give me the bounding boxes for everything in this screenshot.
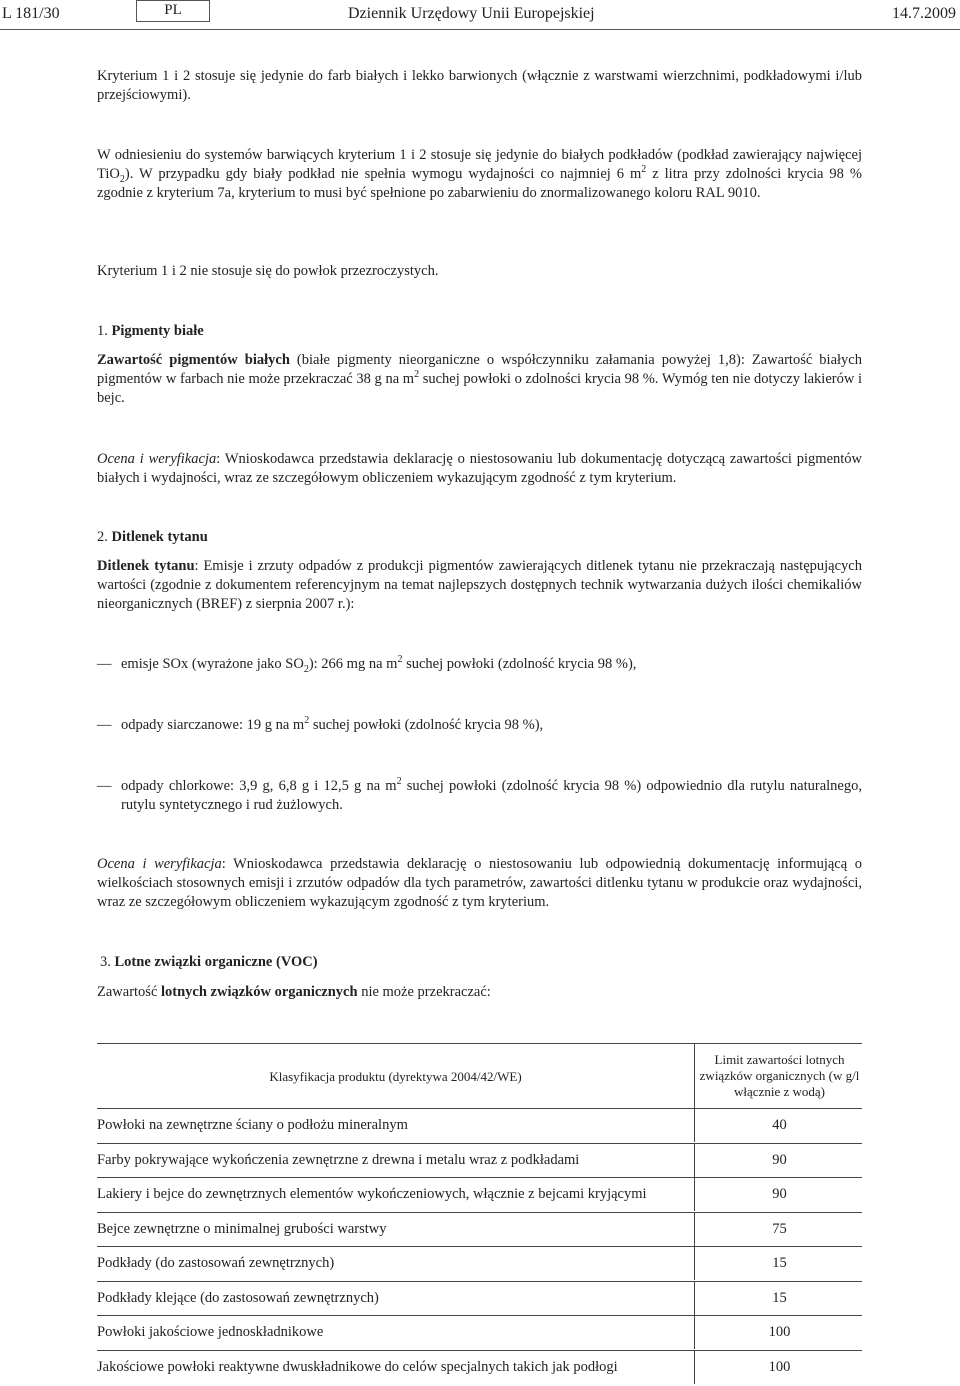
header-rule [0,29,960,30]
section-1-body: Zawartość pigmentów białych (białe pigmenty nieorganiczne o współczynniku załamania powyżej 1,8): Zawartość białych pigmentów w farbach nie może przekraczać 38 g na $m^2$ suchej powłoki o zdolności krycia 98 %. Wymóg ten nie dotyczy lakierów i bejc. [97,352,862,406]
product-classification: Podkłady (do zastosowań zewnętrznych) [97,1255,335,1271]
table-row [97,1177,862,1211]
page-reference: L 181/30 [2,5,60,22]
document-page: L 181/30 PL Dziennik Urzędowy Unii Europejskiej 14.7.2009 Kryterium 1 i 2 stosuje się jedynie do farb białych i lekko barwionych (włącznie z warstwami wierzchnimi, podkładowymi i/lub przejściowymi). W odniesieniu do systemów barwiących kryterium 1 i 2 stosuje się jedynie do białych podkładów (podkład zawierający najwięcej TiO$_2$). W przypadku gdy biały podkład nie spełnia wymogu wydajności co najmniej 6 $m^2$ z litra przy zdolności krycia 98 % zgodnie z kryterium 7a, kryterium to musi być spełnione po zabarwieniu do znormalizowanego koloru RAL 9010. Kryterium 1 i 2 nie stosuje się do powłok przezroczystych. 1. Pigmenty białe Zawartość pigmentów białych (białe pigmenty nieorganiczne o współczynniku załamania powyżej 1,8): Zawartość białych pigmentów w farbach nie może przekraczać 38 g na $m^2$ suchej powłoki o zdolności krycia 98 %. Wymóg ten nie dotyczy lakierów i bejc. Ocena i weryfikacja: Wnioskodawca przedstawia deklarację o niestosowaniu lub dokumentację dotyczącą zawartości pigmentów białych i wydajności, wraz ze szczegółowym obliczeniem wykazującym zgodność z tym kryterium. 2. Ditlenek tytanu Ditlenek tytanu: Emisje i zrzuty odpadów z produkcji pigmentów zawierających ditlenek tytanu nie przekraczają następujących wartości (zgodnie z dokumentem referencyjnym na temat najlepszych dostępnych technik wytwarzania dużych ilości chemikaliów nieorganicznych (BREF) z sierpnia 2007 r.): — emisje SOx (wyrażone jako $SO_2$): 266 mg na $m^2$ suchej powłoki (zdolność krycia 98 %), — odpady siarczanowe: 19 g na $m^2$ suchej powłoki (zdolność krycia 98 %), — odpady chlorkowe: 3,9 g, 6,8 g i 12,5 g na $m^2$ suchej powłoki (zdolność krycia 98 %) odpowiednio dla rutylu naturalnego, rutylu syntetycznego i rud żużlowych. Ocena i weryfikacja: Wnioskodawca przedstawia deklarację o niestosowaniu lub odpowiednią dokumentację informującą o wielkościach stosownych emisji i zrzutów odpadów dla tych parametrów, zawartości ditlenku tytanu w produkcie oraz wydajności, wraz ze szczegółowym obliczeniem wykazującym zgodność z tym kryterium. 3. Lotne związki organiczne (VOC) Zawartość lotnych związków organicznych nie może przekraczać: Klasyfikacja produktu (dyrektywa 2004/42/WE) Limit zawartości lotnych związków organicznych (w g/l włącznie z wodą) Powłoki na zewnętrzne ściany o podłożu mineralnym 40 Farby pokrywające wykończenia zewnętrzne z drewna i metalu wraz z podkładami 90 Lakiery i bejce do zewnętrznych elementów wykończeniowych, włącznie z bejcami kryjącymi 90 Bejce zewnętrzne o minimalnej grubości warstwy 75 Podkłady (do zastosowań zewnętrznych) 15 Podkłady klejące (do zastosowań zewnętrznych) 15 Powłoki jakościowe jednoskładnikowe 100 Jakościowe powłoki reaktywne dwuskładnikowe do celów specjalnych takich jak podłogi 100 [0,0,960,1386]
intro-paragraph-2: W odniesieniu do systemów barwiących kryterium 1 i 2 stosuje się jedynie do białych podkładów (podkład zawierający najwięcej TiO$_2$). W przypadku gdy biały podkład nie spełnia wymogu wydajności co najmniej 6 $m^2$ z litra przy zdolności krycia 98 % zgodnie z kryterium 7a, kryterium to musi być spełnione po zabarwieniu do znormalizowanego koloru RAL 9010. [97,147,862,201]
voc-limit-value: 15 [772,1289,787,1306]
journal-title: Dziennik Urzędowy Unii Europejskiej [348,5,595,22]
voc-limit-value: 90 [772,1186,787,1202]
voc-limit-value: 100 [768,1358,791,1375]
table-row [97,1281,862,1315]
table-row [97,1246,862,1280]
table-row [97,1212,862,1246]
table-header-row [97,1043,862,1108]
product-classification: Powłoki na zewnętrzne ściany o podłożu mineralnym [97,1117,408,1133]
product-classification: Farby pokrywające wykończenia zewnętrzne z drewna i metalu wraz z podkładami [97,1151,580,1168]
voc-limit-value: 75 [772,1220,787,1237]
product-classification: Lakiery i bejce do zewnętrznych elementów wykończeniowych, włącznie z bejcami kryjącymi [97,1186,647,1202]
table-row [97,1315,862,1349]
page-header [0,0,960,30]
product-classification: Podkłady klejące (do zastosowań zewnętrznych) [97,1289,379,1306]
intro-paragraph-1: Kryterium 1 i 2 stosuje się jedynie do farb białych i lekko barwionych (włącznie z warstwami wierzchnimi, podkładowymi i/lub przejściowymi). [97,68,862,103]
intro-paragraph-3: Kryterium 1 i 2 nie stosuje się do powłok przezroczystych. [97,263,439,279]
table-row [97,1108,862,1142]
product-classification: Bejce zewnętrzne o minimalnej grubości warstwy [97,1220,387,1237]
voc-limit-value: 100 [768,1324,791,1340]
product-classification: Powłoki jakościowe jednoskładnikowe [97,1324,324,1340]
section-3-lead: Zawartość lotnych związków organicznych nie może przekraczać: [97,984,491,1000]
column-header-classification: Klasyfikacja produktu (dyrektywa 2004/42/WE) [269,1069,522,1084]
table-row [97,1350,862,1384]
product-classification: Jakościowe powłoki reaktywne dwuskładnikowe do celów specjalnych takich jak podłogi [97,1358,618,1375]
section-2-body: Ditlenek tytanu: Emisje i zrzuty odpadów z produkcji pigmentów zawierających ditlenek tytanu nie przekraczają następujących wartości (zgodnie z dokumentem referencyjnym na temat najlepszych dostępnych technik wytwarzania dużych ilości chemikaliów nieorganicznych (BREF) z sierpnia 2007 r.): [97,558,862,612]
voc-limit-value: 40 [772,1117,787,1133]
language-badge: PL [136,0,210,22]
table-row [97,1143,862,1177]
voc-limit-value: 90 [772,1151,787,1168]
section-2-heading: 2. Ditlenek tytanu [97,529,208,545]
section-1-assessment: Ocena i weryfikacja: Wnioskodawca przedstawia deklarację o niestosowaniu lub dokumentację dotyczącą zawartości pigmentów białych i wydajności, wraz ze szczegółowym obliczeniem wykazującym zgodność z tym kryterium. [97,451,863,486]
column-header-voc-limit: Limit zawartości lotnych związków organicznych (w g/l włącznie z wodą) [699,1052,860,1099]
section-3-heading: 3. Lotne związki organiczne (VOC) [100,954,318,970]
section-1-heading: 1. Pigmenty białe [97,323,204,339]
publication-date: 14.7.2009 [892,5,956,22]
section-2-assessment: Ocena i weryfikacja: Wnioskodawca przedstawia deklarację o niestosowaniu lub odpowiednią dokumentację informującą o wielkościach stosownych emisji i zrzutów odpadów dla tych parametrów, zawartości ditlenku tytanu w produkcie oraz wydajności, wraz ze szczegółowym obliczeniem wykazującym zgodność z tym kryterium. [97,856,863,910]
voc-limit-value: 15 [772,1255,787,1271]
